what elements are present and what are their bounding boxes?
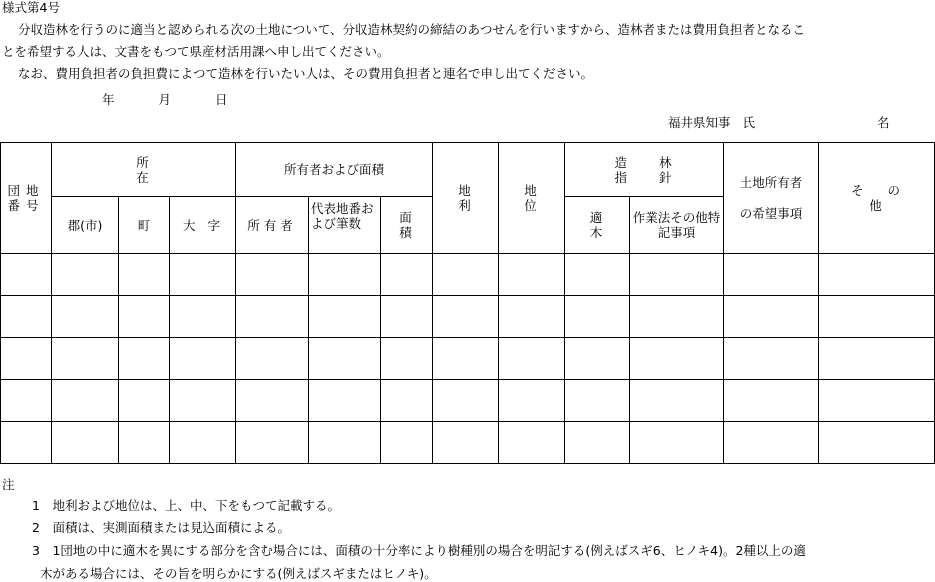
cell[interactable]: [119, 296, 170, 338]
cell[interactable]: [499, 422, 565, 464]
cell[interactable]: [499, 380, 565, 422]
subheader-method-notes: 作業法その他特記事項: [630, 197, 724, 254]
signer-mei: 名: [877, 115, 890, 130]
header-chii: 地位: [499, 143, 565, 254]
intro-paragraph-line-1: 分収造林を行うのに適当と認められる次の土地について、分収造林契約の締結のあつせんを行いますから、造林者または費用負担者となるこ: [18, 22, 806, 37]
cell[interactable]: [119, 254, 170, 296]
signer-line: [668, 115, 890, 131]
cell[interactable]: [565, 254, 630, 296]
table-row: [1, 338, 935, 380]
subheader-area: 面積: [381, 197, 433, 254]
cell[interactable]: [119, 338, 170, 380]
note-item-1: 1 地利および地位は、上、中、下をもつて記載する。: [32, 498, 340, 513]
cell[interactable]: [381, 380, 433, 422]
date-month: 月: [158, 92, 172, 107]
cell[interactable]: [236, 296, 309, 338]
subheader-gun-shi: 郡(市): [52, 197, 119, 254]
cell[interactable]: [433, 338, 499, 380]
cell[interactable]: [630, 380, 724, 422]
cell[interactable]: [819, 254, 935, 296]
note-item-3-continued: 木がある場合には、その旨を明らかにする(例えばスギまたはヒノキ)。: [40, 566, 437, 581]
cell[interactable]: [170, 422, 236, 464]
header-sonota: その他: [819, 143, 935, 254]
table-row: [1, 422, 935, 464]
cell[interactable]: [565, 422, 630, 464]
table-row: [1, 380, 935, 422]
subheader-tekiboku: 適木: [565, 197, 630, 254]
cell[interactable]: [236, 380, 309, 422]
cell[interactable]: [236, 422, 309, 464]
header-dan-chi-bango: 団地番号: [1, 143, 52, 254]
land-list-table: [0, 142, 935, 464]
date-day: 日: [215, 92, 228, 107]
header-sho-zai: 所在: [52, 143, 236, 197]
cell[interactable]: [52, 380, 119, 422]
signer-title: 福井県知事: [668, 115, 731, 130]
subheader-owner: 所有者: [236, 197, 309, 254]
cell[interactable]: [630, 254, 724, 296]
cell[interactable]: [1, 254, 52, 296]
cell[interactable]: [236, 254, 309, 296]
header-zourin-shishin: 造林指針: [565, 143, 724, 197]
cell[interactable]: [433, 380, 499, 422]
cell[interactable]: [565, 338, 630, 380]
cell[interactable]: [170, 380, 236, 422]
cell[interactable]: [499, 338, 565, 380]
cell[interactable]: [819, 380, 935, 422]
cell[interactable]: [170, 338, 236, 380]
cell[interactable]: [819, 422, 935, 464]
signer-shi: 氏: [742, 115, 756, 130]
cell[interactable]: [309, 338, 381, 380]
cell[interactable]: [381, 296, 433, 338]
date-year: 年: [102, 92, 115, 107]
cell[interactable]: [52, 296, 119, 338]
cell[interactable]: [630, 422, 724, 464]
table-row: [1, 254, 935, 296]
cell[interactable]: [565, 380, 630, 422]
cell[interactable]: [119, 380, 170, 422]
note-item-3: 3 1団地の中に適木を異にする部分を含む場合には、面積の十分率により樹種別の場合を明記する(例えばスギ6、ヒノキ4)。2種以上の適: [32, 543, 806, 558]
header-landowner-wishes: [724, 143, 819, 254]
cell[interactable]: [52, 338, 119, 380]
cell[interactable]: [630, 296, 724, 338]
cell[interactable]: [724, 422, 819, 464]
cell[interactable]: [433, 422, 499, 464]
cell[interactable]: [170, 254, 236, 296]
subheader-rep-lot: 代表地番および筆数: [309, 197, 381, 254]
header-landowner-wishes-line-2: の希望事項: [739, 206, 803, 221]
cell[interactable]: [630, 338, 724, 380]
header-owner-area: 所有者および面積: [236, 143, 433, 197]
cell[interactable]: [170, 296, 236, 338]
cell[interactable]: [309, 254, 381, 296]
cell[interactable]: [724, 338, 819, 380]
cell[interactable]: [499, 254, 565, 296]
cell[interactable]: [724, 254, 819, 296]
header-landowner-wishes-line-1: 土地所有者: [739, 175, 803, 190]
subheader-oaza: 大字: [170, 197, 236, 254]
cell[interactable]: [1, 380, 52, 422]
cell[interactable]: [1, 422, 52, 464]
form-number: 様式第4号: [2, 0, 60, 15]
cell[interactable]: [381, 254, 433, 296]
intro-paragraph-line-2: とを希望する人は、文書をもつて県産材活用課へ申し出てください。: [2, 44, 390, 59]
cosponsor-paragraph: なお、費用負担者の負担費によつて造林を行いたい人は、その費用負担者と連名で申し出てください。: [18, 66, 594, 81]
cell[interactable]: [724, 296, 819, 338]
cell[interactable]: [1, 296, 52, 338]
cell[interactable]: [565, 296, 630, 338]
cell[interactable]: [309, 380, 381, 422]
cell[interactable]: [1, 338, 52, 380]
cell[interactable]: [819, 338, 935, 380]
header-chiri: 地利: [433, 143, 499, 254]
cell[interactable]: [433, 254, 499, 296]
note-item-2: 2 面積は、実測面積または見込面積による。: [32, 520, 290, 535]
table-row: [1, 296, 935, 338]
cell[interactable]: [433, 296, 499, 338]
cell[interactable]: [381, 338, 433, 380]
cell[interactable]: [309, 296, 381, 338]
cell[interactable]: [819, 296, 935, 338]
notes-title: 注: [2, 477, 15, 492]
cell[interactable]: [724, 380, 819, 422]
cell[interactable]: [236, 338, 309, 380]
date-line: [102, 92, 228, 108]
cell[interactable]: [119, 422, 170, 464]
cell[interactable]: [499, 296, 565, 338]
cell[interactable]: [52, 254, 119, 296]
cell[interactable]: [309, 422, 381, 464]
subheader-machi: 町: [119, 197, 170, 254]
cell[interactable]: [52, 422, 119, 464]
cell[interactable]: [381, 422, 433, 464]
